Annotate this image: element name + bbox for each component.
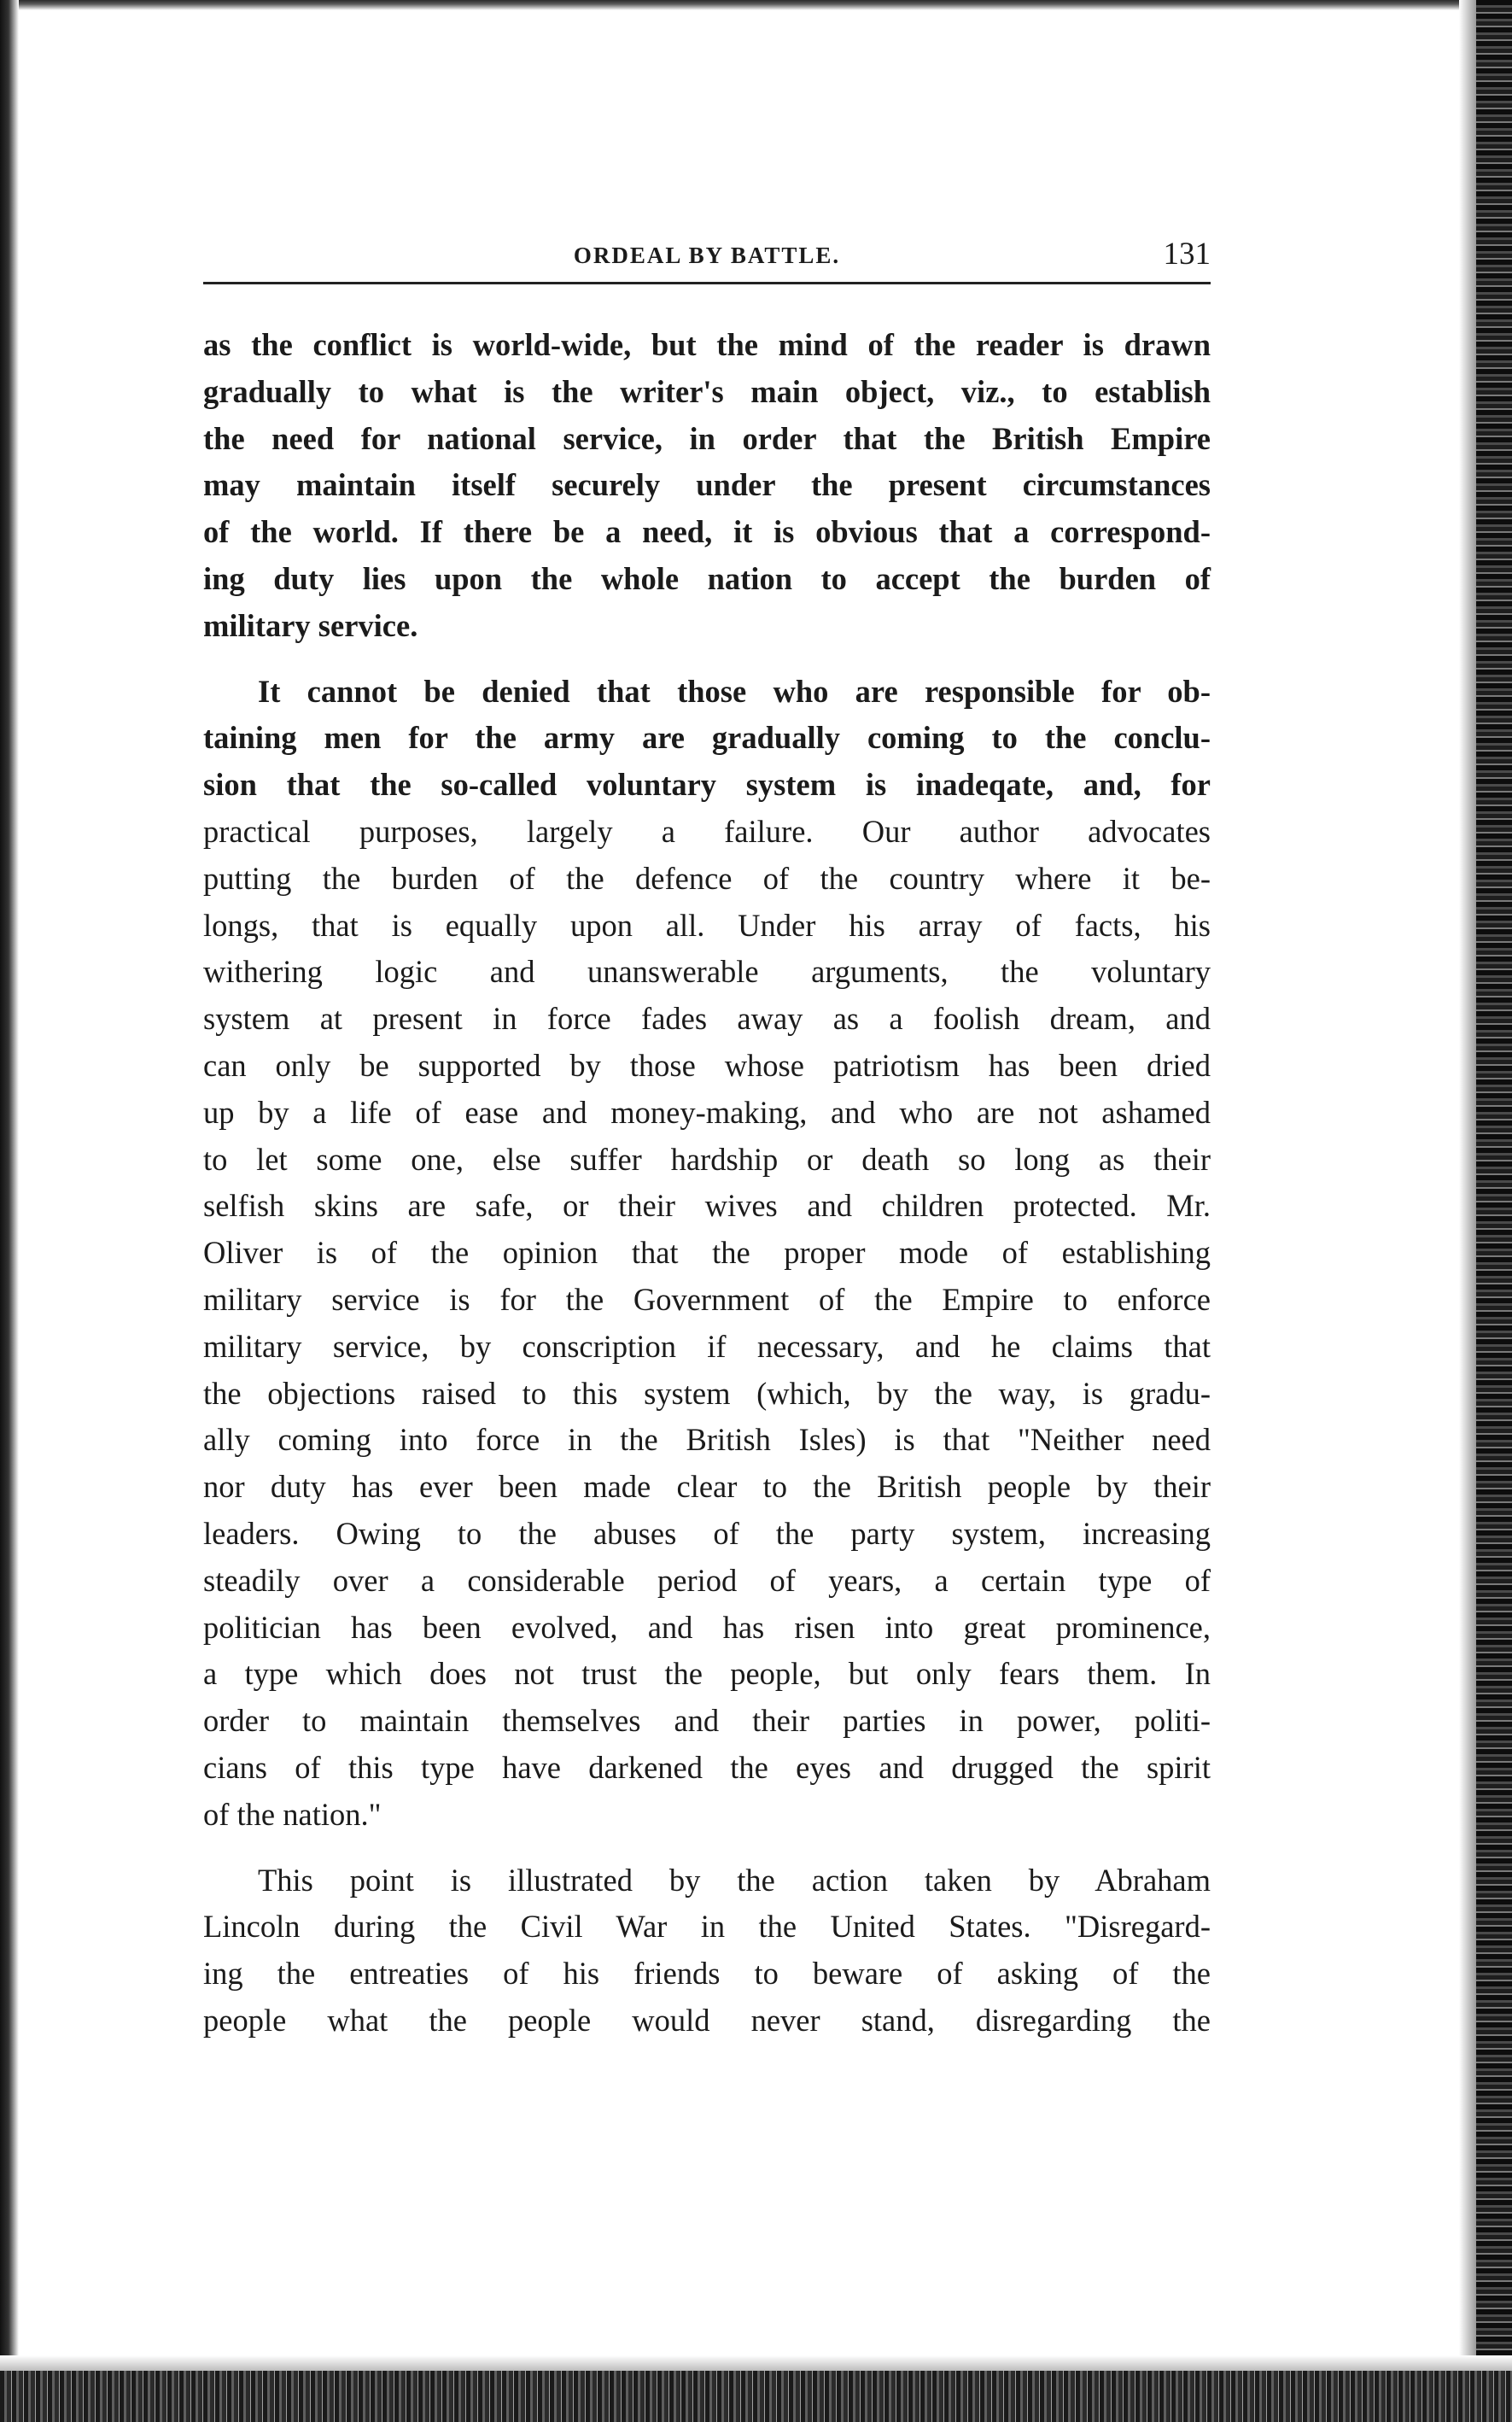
text-line: the objections raised to this system (which, by the way, is gradu- — [203, 1375, 1211, 1411]
text-line: military service is for the Government of the Empire to enforce — [203, 1281, 1211, 1317]
text-line: nor duty has ever been made clear to the British people by their — [203, 1469, 1211, 1505]
text-line: leaders. Owing to the abuses of the party system, increasing — [203, 1515, 1211, 1551]
text-line: to let some one, else suffer hardship or death so long as their — [203, 1141, 1211, 1177]
text-line: cians of this type have darkened the eyes and drugged the spirit — [203, 1749, 1211, 1785]
text-line: steadily over a considerable period of years, a certain type of — [203, 1562, 1211, 1598]
paragraph-2 — [203, 669, 1211, 1839]
text-line: ing duty lies upon the whole nation to accept the burden of — [203, 560, 1211, 596]
text-line: can only be supported by those whose patriotism has been dried — [203, 1047, 1211, 1083]
book-page — [203, 239, 1211, 2045]
text-line: may maintain itself securely under the present circumstances — [203, 467, 1211, 503]
scan-edge-right — [1476, 0, 1512, 2422]
paragraph-1 — [203, 322, 1211, 650]
text-line: order to maintain themselves and their parties in power, politi- — [203, 1703, 1211, 1739]
text-line: of the world. If there be a need, it is obvious that a correspond- — [203, 514, 1211, 550]
text-line: gradually to what is the writer's main object, viz., to establish — [203, 373, 1211, 409]
text-line: selfish skins are safe, or their wives and children protected. Mr. — [203, 1188, 1211, 1224]
scan-edge-left — [0, 0, 19, 2422]
text-line: of the nation." — [203, 1796, 382, 1832]
text-line: putting the burden of the defence of the country where it be- — [203, 860, 1211, 896]
running-title: ORDEAL BY BATTLE. — [573, 243, 841, 268]
text-line: people what the people would never stand, disregarding the — [203, 2002, 1211, 2038]
text-line: taining men for the army are gradually coming to the conclu- — [203, 720, 1211, 756]
text-line: military service, by conscription if necessary, and he claims that — [203, 1328, 1211, 1364]
scan-edge-top — [0, 0, 1512, 10]
text-line: withering logic and unanswerable arguments, the voluntary — [203, 954, 1211, 990]
text-line: military service. — [203, 607, 418, 643]
text-line: up by a life of ease and money-making, and who are not ashamed — [203, 1094, 1211, 1130]
text-line: Oliver is of the opinion that the proper mode of establishing — [203, 1235, 1211, 1271]
body-text — [203, 322, 1211, 2045]
text-line: the need for national service, in order that the British Empire — [203, 420, 1211, 456]
text-line: ally coming into force in the British Isles) is that "Neither need — [203, 1422, 1211, 1458]
scan-edge-bottom — [0, 2371, 1512, 2422]
page-number: 131 — [1163, 237, 1211, 272]
text-line: sion that the so-called voluntary system is inadeqate, and, for — [203, 767, 1211, 803]
text-line: politician has been evolved, and has risen into great prominence, — [203, 1609, 1211, 1645]
text-line: ing the entreaties of his friends to beware of asking of the — [203, 1956, 1211, 1992]
paragraph-gap — [203, 1839, 1211, 1857]
text-line: a type which does not trust the people, but only fears them. In — [203, 1656, 1211, 1692]
text-line: practical purposes, largely a failure. Our author advocates — [203, 813, 1211, 849]
text-line: It cannot be denied that those who are responsible for ob- — [258, 673, 1211, 709]
text-line: system at present in force fades away as a foolish dream, and — [203, 1001, 1211, 1037]
paragraph-gap — [203, 650, 1211, 669]
scan-edge-bottom-shadow — [0, 2355, 1512, 2371]
paragraph-3 — [203, 1857, 1211, 2045]
text-line: longs, that is equally upon all. Under his array of facts, his — [203, 907, 1211, 943]
text-line: as the conflict is world-wide, but the mind of the reader is drawn — [203, 327, 1211, 362]
scan-edge-right-shadow — [1459, 0, 1476, 2422]
text-line: This point is illustrated by the action taken by Abraham — [258, 1862, 1211, 1898]
running-head — [203, 239, 1211, 284]
text-line: Lincoln during the Civil War in the United States. "Disregard- — [203, 1909, 1211, 1945]
